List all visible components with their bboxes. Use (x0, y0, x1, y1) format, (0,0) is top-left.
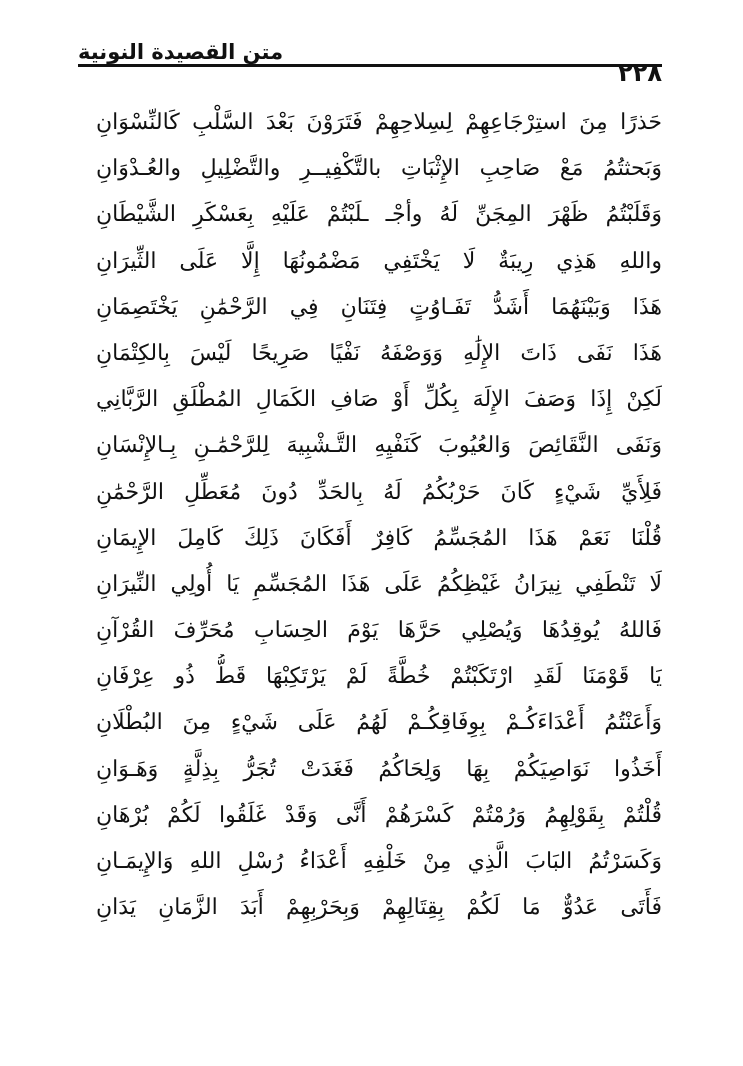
verse-line: حَذرًا مِنَ استِرْجَاعِهِمْ لِسِلاحِهِمْ فَتَرَوْنَ بَعْدَ السَّلْبِ كَالنِّسْوَانِ (96, 110, 662, 135)
verse-line: وَقَلَبْتُمُ ظَهْرَ المِجَنِّ لَهُ وأجْـ ـلَبْتُمْ عَلَيْهِ بِعَسْكَرِ الشَّيْطَانِ (96, 202, 662, 228)
verse-line: هَذَا وَبَيْنَهُمَا أَشَدُّ تَفَـاوُتٍ فِتَنَانِ فِي الرَّحْمَٰنِ يَخْتَصِمَانِ (96, 294, 662, 320)
verse-line: أَخَذُوا نَوَاصِيَكُمْ بِهَا وَلِحَاكُمُ فَغَدَتْ تُجَرُّ بِذِلَّةٍ وَهَـوَانِ (96, 756, 662, 782)
verse-line: واللهِ هَذِي رِيبَةٌ لَا يَخْتَفِي مَضْمُونُهَا إِلَّا عَلَى الثِّيرَانِ (96, 248, 662, 274)
verse-line: هَذَا نَفَى ذَاتَ الإِلَٰهِ وَوَصْفَهُ نَفْيًا صَرِيحًا لَيْسَ بِالكِتْمَانِ (96, 340, 662, 366)
verse-line: لَا تَنْطَفِي نِيرَانُ غَيْظِكُمُ عَلَى هَذَا المُجَسِّمِ يَا أُولِي النِّيرَانِ (96, 571, 662, 597)
verse-line: يَا قَوْمَنَا لَقَدِ ارْتَكَبْتُمْ خُطَّةً لَمْ يَرْتَكِبْهَا قَطُّ ذُو عِرْفَانِ (96, 664, 662, 690)
verse-line: لَكِنْ إِذَا وَصَفَ الإِلَهَ بِكُلِّ أَوْ صَافِ الكَمَالِ المُطْلَقِ الرَّبَّانِي (96, 387, 662, 413)
verse-line: فَاللهُ يُوقِدُهَا وَيُصْلِي حَرَّهَا يَوْمَ الحِسَابِ مُحَرِّفَ القُرْآنِ (96, 618, 662, 644)
verse-line: فَلِأَيِّ شَيْءٍ كَانَ حَرْبُكُمُ لَهُ بِالحَدِّ دُونَ مُعَطِّلِ الرَّحْمَٰنِ (96, 479, 662, 505)
verse-line: وَنَفَى النَّقَائِصَ وَالعُيُوبَ كَنَفْيِهِ التَّـشْبِيهَ لِلرَّحْمَٰـنِ بِـالإِنْسَانِ (96, 433, 662, 459)
page-number: ٢٢٨ (618, 59, 662, 87)
verse-line: قُلْتُمْ بِقَوْلِهِمُ وَرُمْتُمْ كَسْرَهُمْ أَنَّى وَقَدْ غَلَقُوا لَكُمْ بُرْهَانِ (96, 802, 662, 828)
page-header (78, 34, 662, 92)
verse-line: فَأَتَى عَدُوٌّ مَا لَكُمْ بِقِتَالِهِمْ وَبِحَرْبِهِمْ أَبَدَ الزَّمَانِ يَدَانِ (96, 895, 662, 921)
header-rule (78, 64, 662, 67)
verse-line: وَكَسَرْتُمُ البَابَ الَّذِي مِنْ خَلْفِهِ أَعْدَاءُ رُسْلِ اللهِ وَالإِيمَـانِ (96, 849, 662, 874)
verse-line: قُلْنَا نَعَمْ هَذَا المُجَسِّمُ كَافِرٌ أَفَكَانَ ذَلِكَ كَامِلَ الإِيمَانِ (96, 525, 662, 551)
verse-line: وَبَحثتُمُ مَعْ صَاحِبِ الإِثْبَاتِ بالتَّكْفِيــرِ والتَّضْلِيلِ والعُـدْوَانِ (96, 156, 662, 182)
running-title: متن القصيدة النونية (78, 40, 284, 64)
verse-list (96, 100, 662, 931)
verse-line: وَأَعَنْتُمُ أَعْدَاءَكُـمْ بِوِفَاقِكُـمْ لَهُمُ عَلَى شَيْءٍ مِنَ البُطْلَانِ (96, 710, 662, 736)
